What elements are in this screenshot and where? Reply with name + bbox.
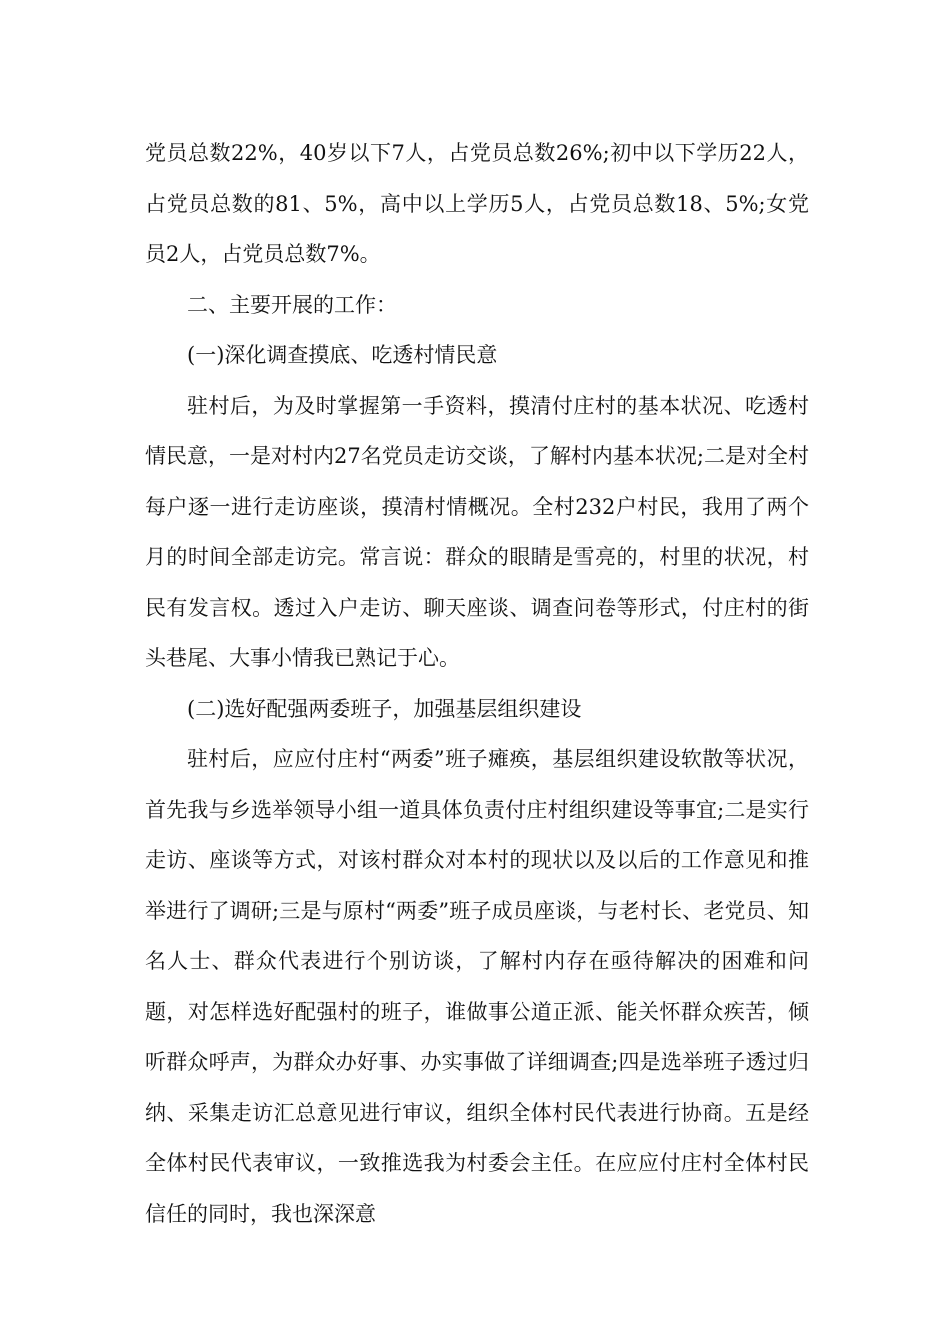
paragraph-investigation: 驻村后，为及时掌握第一手资料，摸清付庄村的基本状况、吃透村情民意，一是对村内27名党员走访交谈，了解村内基本状况;二是对全村每户逐一进行走访座谈，摸清村情概况。全村232户村民，我用了两个月的时间全部走访完。常言说：群众的眼睛是雪亮的，村里的状况，村民有发言权。透过入户走访、聊天座谈、调查问卷等形式，付庄村的街头巷尾、大事小情我已熟记于心。 [145,393,809,670]
document-body [145,128,809,1239]
paragraph-committee: 驻村后，应应付庄村“两委”班子瘫痪，基层组织建设软散等状况，首先我与乡选举领导小组一道具体负责付庄村组织建设等事宜;二是实行走访、座谈等方式，对该村群众对本村的现状以及以后的工作意见和推举进行了调研;三是与原村“两委”班子成员座谈，与老村长、老党员、知名人士、群众代表进行个别访谈，了解村内存在亟待解决的困难和问题，对怎样选好配强村的班子，谁做事公道正派、能关怀群众疾苦，倾听群众呼声，为群众办好事、办实事做了详细调查;四是选举班子透过归纳、采集走访汇总意见进行审议，组织全体村民代表进行协商。五是经全体村民代表审议，一致推选我为村委会主任。在应应付庄村全体村民信任的同时，我也深深意 [145,747,809,1226]
subheading-investigation: (一)深化调查摸底、吃透村情民意 [187,343,498,367]
subheading-committee: (二)选好配强两委班子，加强基层组织建设 [187,696,582,721]
paragraph-party-statistics: 党员总数22%，40岁以下7人，占党员总数26%;初中以下学历22人，占党员总数的81、5%，高中以上学历5人，占党员总数18、5%;女党员2人，占党员总数7%。 [145,141,809,266]
section-heading-main-work: 二、主要开展的工作： [187,292,397,317]
